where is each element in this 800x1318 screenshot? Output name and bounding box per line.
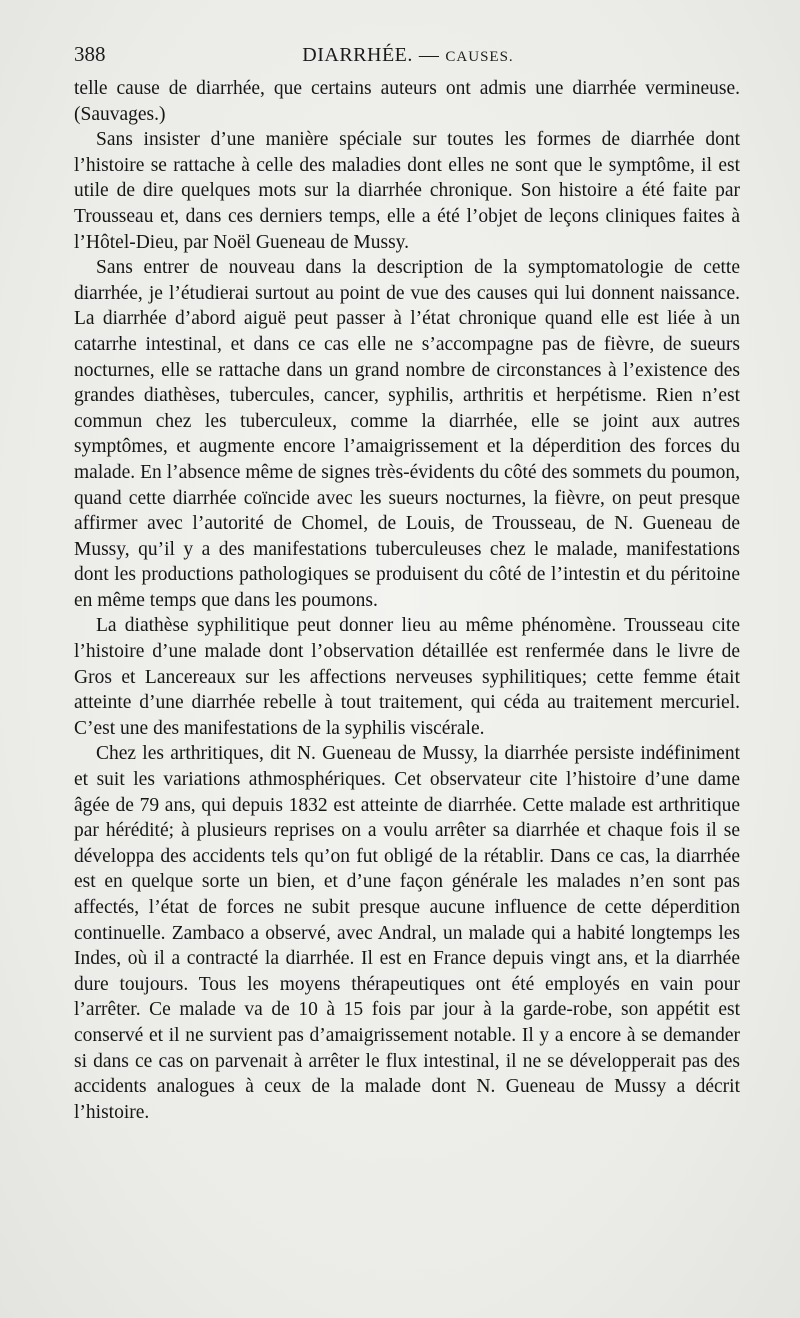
paragraph-continuation: telle cause de diarrhée, que certains auteurs ont admis une diarrhée vermineuse. (Sauvages.) — [74, 78, 740, 125]
body-text — [74, 76, 740, 1125]
chapter-title: DIARRHÉE. — [302, 44, 413, 66]
title-separator: — — [418, 44, 440, 66]
paragraph: La diathèse syphilitique peut donner lieu au même phénomène. Trousseau cite l’histoire d’une malade dont l’observation détaillée est renfermée dans le livre de Gros et Lancereaux sur les affections nerveuses syphilitiques; cette femme était atteinte d’une diarrhée rebelle à tout traitement, qui céda au traitement mercuriel. C’est une des manifestations de la syphilis viscérale. — [74, 615, 740, 739]
running-head — [74, 42, 742, 68]
page-number: 388 — [74, 42, 106, 66]
paragraph: Chez les arthritiques, dit N. Gueneau de Mussy, la diarrhée persiste indéfiniment et suit les variations athmosphériques. Cet observateur cite l’histoire d’une dame âgée de 79 ans, qui depuis 1832 est atteinte de diarrhée. Cette malade est arthritique par hérédité; à plusieurs reprises on a voulu arrêter sa diarrhée et chaque fois il se développa des accidents tels qu’on fut obligé de la rétablir. Dans ce cas, la diarrhée est en quelque sorte un bien, et d’une façon générale les malades n’en sont pas affectés, l’état de forces ne subit presque aucune influence de cette déperdition continuelle. Zambaco a observé, avec Andral, un malade qui a habité longtemps les Indes, où il a contracté la diarrhée. Il est en France depuis vingt ans, et la diarrhée dure toujours. Tous les moyens thérapeutiques ont été employés en vain pour l’arrêter. Ce malade va de 10 à 15 fois par jour à la garde-robe, son appétit est conservé et il ne survient pas d’amaigrissement notable. Il y a encore à se demander si dans ce cas on parvenait à arrêter le flux intestinal, il ne se développerait pas des accidents analogues à ceux de la malade dont N. Gueneau de Mussy a décrit l’histoire. — [74, 743, 740, 1123]
running-title — [74, 44, 742, 67]
section-subtitle: CAUSES. — [445, 49, 514, 65]
paragraph: Sans entrer de nouveau dans la description de la symptomatologie de cette diarrhée, je l’étudierai surtout au point de vue des causes qui lui donnent naissance. La diarrhée d’abord aiguë peut passer à l’état chronique quand elle est liée à un catarrhe intestinal, et dans ce cas elle ne s’accompagne pas de fièvre, de sueurs nocturnes, elle se rattache dans un grand nombre de circonstances à l’existence des grandes diathèses, tubercules, cancer, syphilis, arthritis et herpétisme. Rien n’est commun chez les tuberculeux, comme la diarrhée, elle se joint aux autres symptômes, et augmente encore l’amaigrissement et la déperdition des forces du malade. En l’absence même de signes très-évidents du côté des sommets du poumon, quand cette diarrhée coïncide avec les sueurs nocturnes, la fièvre, on peut presque affirmer avec l’autorité de Chomel, de Louis, de Trousseau, de N. Gueneau de Mussy, qu’il y a des manifestations tuberculeuses chez le malade, manifestations dont les productions pathologiques se produisent du côté de l’intestin et du péritoine en même temps que dans les poumons. — [74, 257, 740, 611]
paragraph: Sans insister d’une manière spéciale sur toutes les formes de diarrhée dont l’histoire se rattache à celle des maladies dont elles ne sont que le symptôme, il est utile de dire quelques mots sur la diarrhée chronique. Son histoire a été faite par Trousseau et, dans ces derniers temps, elle a été l’objet de leçons cliniques faites à l’Hôtel-Dieu, par Noël Gueneau de Mussy. — [74, 129, 740, 253]
